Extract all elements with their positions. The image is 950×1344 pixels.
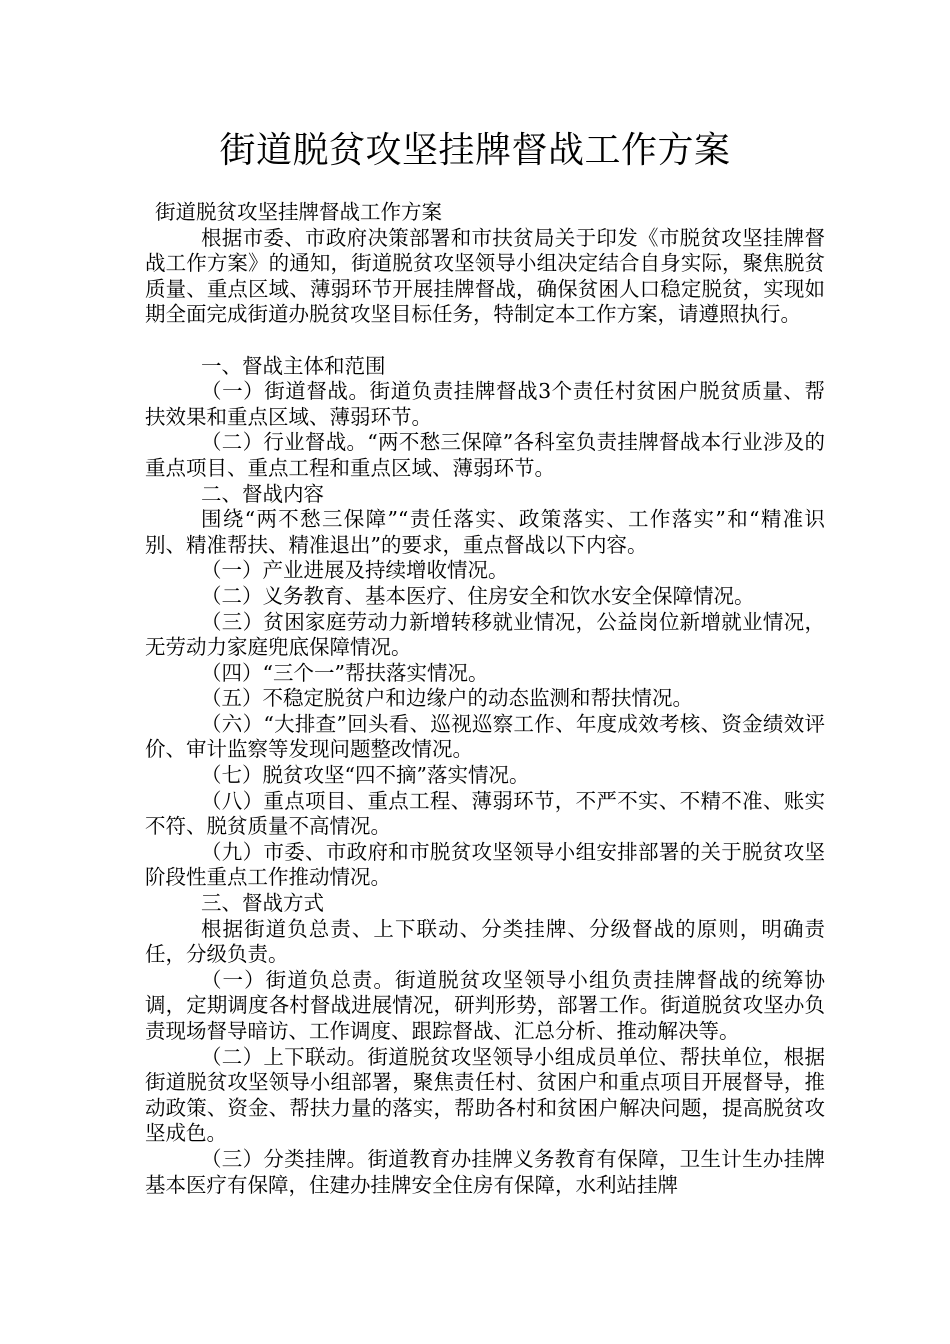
list-item: （九）市委、市政府和市脱贫攻坚领导小组安排部署的关于脱贫攻坚阶段性重点工作推动情况。 xyxy=(145,839,825,890)
paragraph: （二）行业督战。“两不愁三保障”各科室负责挂牌督战本行业涉及的重点项目、重点工程和重点区域、薄弱环节。 xyxy=(145,430,825,480)
list-item: （三）贫困家庭劳动力新增转移就业情况，公益岗位新增就业情况，无劳动力家庭兜底保障情况。 xyxy=(145,609,825,660)
paragraph: （二）上下联动。街道脱贫攻坚领导小组成员单位、帮扶单位，根据街道脱贫攻坚领导小组部署，聚焦责任村、贫困户和重点项目开展督导，推动政策、资金、帮扶力量的落实，帮助各村和贫困户解决问题，提高脱贫攻坚成色。 xyxy=(145,1044,825,1146)
list-item: （六）“大排查”回头看、巡视巡察工作、年度成效考核、资金绩效评价、审计监察等发现问题整改情况。 xyxy=(145,711,825,762)
list-item: （七）脱贫攻坚“四不摘”落实情况。 xyxy=(201,763,530,788)
list-item: （一）产业进展及持续增收情况。 xyxy=(201,558,509,583)
paragraph: （三）分类挂牌。街道教育办挂牌义务教育有保障，卫生计生办挂牌基本医疗有保障，住建办挂牌安全住房有保障，水利站挂牌 xyxy=(145,1146,825,1197)
document-subtitle: 街道脱贫攻坚挂牌督战工作方案 xyxy=(155,200,442,224)
paragraph: 根据街道负总责、上下联动、分类挂牌、分级督战的原则，明确责任，分级负责。 xyxy=(145,916,825,967)
section-heading-2: 二、督战内容 xyxy=(201,481,324,506)
section-heading-1: 一、督战主体和范围 xyxy=(201,353,386,378)
list-item: （二）义务教育、基本医疗、住房安全和饮水安全保障情况。 xyxy=(201,583,755,608)
list-item: （八）重点项目、重点工程、薄弱环节，不严不实、不精不准、账实不符、脱贫质量不高情况。 xyxy=(145,788,825,839)
paragraph: （一）街道负总责。街道脱贫攻坚领导小组负责挂牌督战的统筹协调，定期调度各村督战进展情况，研判形势，部署工作。街道脱贫攻坚办负责现场督导暗访、工作调度、跟踪督战、汇总分析、推动解决等。 xyxy=(145,967,825,1043)
document-body xyxy=(145,200,825,1198)
document-title: 街道脱贫攻坚挂牌督战工作方案 xyxy=(219,130,731,171)
paragraph: 围绕“两不愁三保障”“责任落实、政策落实、工作落实”和“精准识别、精准帮扶、精准退出”的要求，重点督战以下内容。 xyxy=(145,507,825,557)
paragraph-intro: 根据市委、市政府决策部署和市扶贫局关于印发《市脱贫攻坚挂牌督战工作方案》的通知，街道脱贫攻坚领导小组决定结合自身实际，聚焦脱贫质量、重点区域、薄弱环节开展挂牌督战，确保贫困人口稳定脱贫，实现如期全面完成街道办脱贫攻坚目标任务，特制定本工作方案，请遵照执行。 xyxy=(145,225,825,327)
list-item: （五）不稳定脱贫户和边缘户的动态监测和帮扶情况。 xyxy=(201,686,693,711)
paragraph: （一）街道督战。街道负责挂牌督战3个责任村贫困户脱贫质量、帮扶效果和重点区域、薄弱环节。 xyxy=(145,379,825,429)
section-heading-3: 三、督战方式 xyxy=(201,891,324,916)
blank-line xyxy=(145,328,825,354)
list-item: （四）“三个一”帮扶落实情况。 xyxy=(201,660,489,685)
